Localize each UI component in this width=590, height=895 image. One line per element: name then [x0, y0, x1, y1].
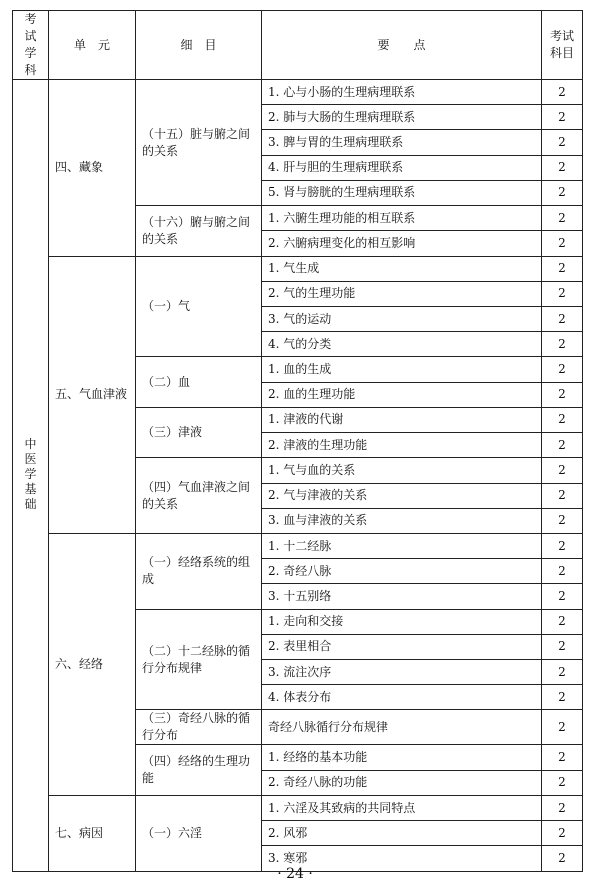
level-cell: 2 [542, 745, 583, 770]
level-cell: 2 [542, 407, 583, 432]
header-detail: 细 目 [136, 11, 262, 80]
level-cell: 2 [542, 795, 583, 820]
point-cell: 3. 十五别络 [262, 584, 542, 609]
header-row [13, 11, 583, 80]
table-row [13, 80, 583, 105]
detail-cell: （十六）腑与腑之间的关系 [136, 206, 262, 256]
page-number: · 24 · [277, 866, 313, 882]
detail-cell: （二）血 [136, 357, 262, 407]
level-cell: 2 [542, 559, 583, 584]
point-cell: 1. 津液的代谢 [262, 407, 542, 432]
level-cell: 2 [542, 256, 583, 281]
point-cell: 1. 十二经脉 [262, 533, 542, 558]
point-cell: 1. 气生成 [262, 256, 542, 281]
point-cell: 1. 血的生成 [262, 357, 542, 382]
point-cell: 1. 走向和交接 [262, 609, 542, 634]
detail-cell: （一）气 [136, 256, 262, 357]
subject-name: 中医学基础 [24, 437, 37, 512]
header-points: 要 点 [262, 11, 542, 80]
point-cell: 3. 血与津液的关系 [262, 508, 542, 533]
level-cell: 2 [542, 609, 583, 634]
level-cell: 2 [542, 634, 583, 659]
point-cell: 4. 体表分布 [262, 685, 542, 710]
point-cell: 2. 气与津液的关系 [262, 483, 542, 508]
level-cell: 2 [542, 685, 583, 710]
level-cell: 2 [542, 770, 583, 795]
table-row [13, 256, 583, 281]
table-row [13, 533, 583, 558]
syllabus-table [12, 10, 583, 872]
unit-cell: 四、藏象 [49, 80, 136, 257]
level-cell: 2 [542, 155, 583, 180]
point-cell: 3. 气的运动 [262, 306, 542, 331]
point-cell: 2. 肺与大肠的生理病理联系 [262, 105, 542, 130]
point-cell: 4. 气的分类 [262, 332, 542, 357]
level-cell: 2 [542, 821, 583, 846]
point-cell: 2. 风邪 [262, 821, 542, 846]
point-cell: 2. 奇经八脉 [262, 559, 542, 584]
level-cell: 2 [542, 105, 583, 130]
syllabus-body [13, 80, 583, 872]
point-cell: 1. 六淫及其致病的共同特点 [262, 795, 542, 820]
point-cell: 3. 脾与胃的生理病理联系 [262, 130, 542, 155]
point-cell: 1. 气与血的关系 [262, 458, 542, 483]
level-cell: 2 [542, 180, 583, 205]
point-cell: 3. 寒邪 [262, 846, 542, 871]
header-level: 考试科目 [542, 11, 583, 80]
point-cell: 奇经八脉循行分布规律 [262, 710, 542, 745]
unit-cell: 五、气血津液 [49, 256, 136, 533]
detail-cell: （二）十二经脉的循行分布规律 [136, 609, 262, 710]
point-cell: 2. 血的生理功能 [262, 382, 542, 407]
level-cell: 2 [542, 660, 583, 685]
level-cell: 2 [542, 306, 583, 331]
detail-cell: （四）经络的生理功能 [136, 745, 262, 795]
header-subject: 考试学科 [13, 11, 49, 80]
detail-cell: （三）奇经八脉的循行分布 [136, 710, 262, 745]
level-cell: 2 [542, 508, 583, 533]
level-cell: 2 [542, 433, 583, 458]
detail-cell: （一）六淫 [136, 795, 262, 871]
level-cell: 2 [542, 332, 583, 357]
level-cell: 2 [542, 483, 583, 508]
point-cell: 1. 六腑生理功能的相互联系 [262, 206, 542, 231]
point-cell: 1. 心与小肠的生理病理联系 [262, 80, 542, 105]
point-cell: 3. 流注次序 [262, 660, 542, 685]
detail-cell: （一）经络系统的组成 [136, 533, 262, 609]
point-cell: 4. 肝与胆的生理病理联系 [262, 155, 542, 180]
level-cell: 2 [542, 458, 583, 483]
point-cell: 5. 肾与膀胱的生理病理联系 [262, 180, 542, 205]
level-cell: 2 [542, 584, 583, 609]
level-cell: 2 [542, 846, 583, 871]
level-cell: 2 [542, 130, 583, 155]
level-cell: 2 [542, 80, 583, 105]
point-cell: 2. 六腑病理变化的相互影响 [262, 231, 542, 256]
unit-cell: 七、病因 [49, 795, 136, 871]
point-cell: 2. 表里相合 [262, 634, 542, 659]
subject-cell [13, 80, 49, 872]
level-cell: 2 [542, 710, 583, 745]
detail-cell: （三）津液 [136, 407, 262, 457]
level-cell: 2 [542, 357, 583, 382]
level-cell: 2 [542, 231, 583, 256]
detail-cell: （四）气血津液之间的关系 [136, 458, 262, 534]
point-cell: 2. 气的生理功能 [262, 281, 542, 306]
point-cell: 2. 奇经八脉的功能 [262, 770, 542, 795]
point-cell: 1. 经络的基本功能 [262, 745, 542, 770]
point-cell: 2. 津液的生理功能 [262, 433, 542, 458]
detail-cell: （十五）脏与腑之间的关系 [136, 80, 262, 206]
level-cell: 2 [542, 533, 583, 558]
header-unit: 单 元 [49, 11, 136, 80]
level-cell: 2 [542, 281, 583, 306]
unit-cell: 六、经络 [49, 533, 136, 795]
table-row [13, 795, 583, 820]
level-cell: 2 [542, 206, 583, 231]
level-cell: 2 [542, 382, 583, 407]
